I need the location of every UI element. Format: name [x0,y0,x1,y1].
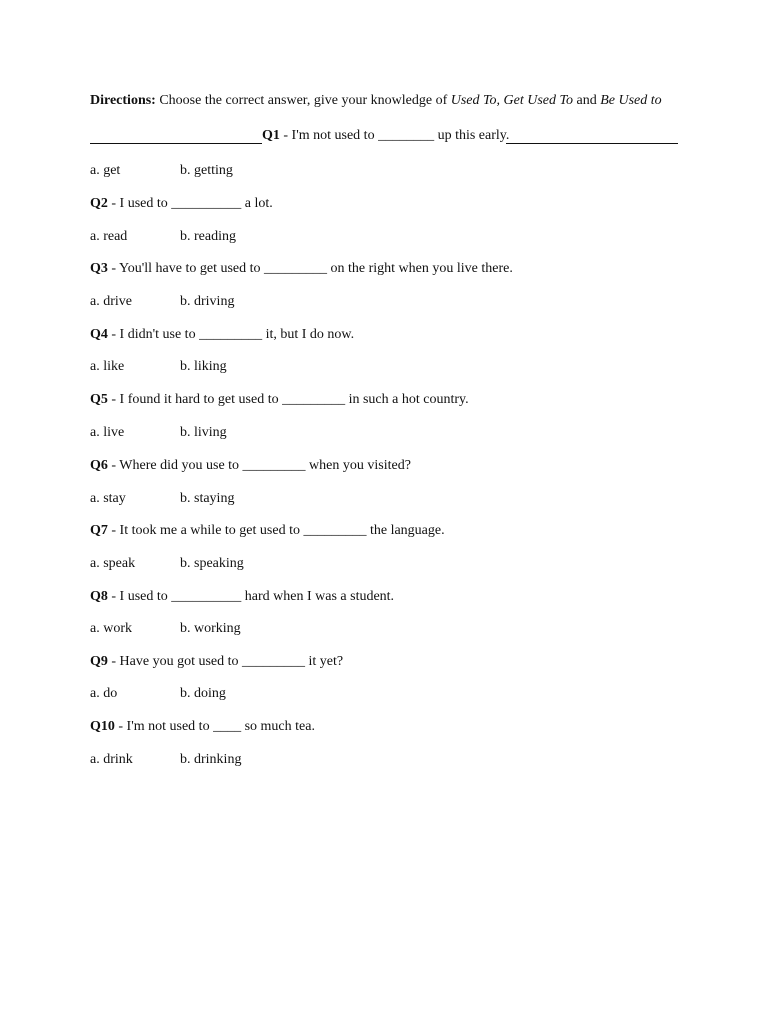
question-1-row [90,127,678,145]
question-text: - I found it hard to get used to _________ in such a hot country. [107,392,469,407]
option-b[interactable]: b. living [180,425,227,440]
option-b[interactable]: b. liking [180,359,227,374]
option-b[interactable]: b. doing [180,686,226,701]
question-number: Q1 [262,128,280,143]
question-4 [90,326,354,344]
option-b[interactable]: b. working [180,621,241,636]
question-7-options [90,555,390,573]
option-a[interactable]: a. drink [90,752,133,767]
question-9 [90,653,343,671]
option-a[interactable]: a. drive [90,294,132,309]
divider-right [506,143,678,144]
question-number: Q10 [90,719,115,734]
question-9-options [90,685,390,703]
option-b[interactable]: b. driving [180,294,235,309]
question-text: - I used to __________ a lot. [107,196,273,211]
question-text: - Have you got used to _________ it yet? [107,654,344,669]
divider-left [90,143,262,144]
question-3-options [90,293,390,311]
option-b[interactable]: b. getting [180,163,233,178]
option-a[interactable]: a. live [90,425,125,440]
option-a[interactable]: a. read [90,229,128,244]
option-b[interactable]: b. staying [180,491,235,506]
question-number: Q3 [90,261,108,276]
question-5 [90,391,469,409]
question-number: Q5 [90,392,108,407]
option-b[interactable]: b. reading [180,229,236,244]
question-3 [90,260,513,278]
question-text: - I'm not used to ________ up this early. [279,128,510,143]
option-a[interactable]: a. stay [90,491,126,506]
question-1-options [90,162,390,180]
question-number: Q8 [90,589,108,604]
question-number: Q2 [90,196,108,211]
directions-term-2: Be Used to [600,93,662,108]
option-b[interactable]: b. speaking [180,556,244,571]
question-number: Q4 [90,327,108,342]
option-a[interactable]: a. do [90,686,118,701]
question-4-options [90,358,390,376]
question-8 [90,588,394,606]
directions-text-2: and [573,93,601,108]
question-1 [262,127,509,145]
question-number: Q7 [90,523,108,538]
question-8-options [90,620,390,638]
option-a[interactable]: a. work [90,621,132,636]
question-text: - It took me a while to get used to _________ the language. [107,523,445,538]
directions-label: Directions: [90,93,156,108]
question-10 [90,718,315,736]
question-number: Q6 [90,458,108,473]
question-10-options [90,751,390,769]
directions-term-1: Used To, Get Used To [450,93,574,108]
question-7 [90,522,445,540]
question-6 [90,457,411,475]
question-text: - I didn't use to _________ it, but I do now. [107,327,355,342]
question-2 [90,195,273,213]
question-text: - You'll have to get used to _________ on the right when you live there. [107,261,513,276]
question-5-options [90,424,390,442]
question-2-options [90,228,390,246]
option-a[interactable]: a. like [90,359,125,374]
question-6-options [90,490,390,508]
directions-text-1: Choose the correct answer, give your knowledge of [155,93,451,108]
question-text: - Where did you use to _________ when you visited? [107,458,411,473]
question-text: - I used to __________ hard when I was a student. [107,589,395,604]
question-number: Q9 [90,654,108,669]
option-a[interactable]: a. speak [90,556,136,571]
question-text: - I'm not used to ____ so much tea. [114,719,315,734]
option-a[interactable]: a. get [90,163,121,178]
directions [90,92,662,110]
option-b[interactable]: b. drinking [180,752,242,767]
